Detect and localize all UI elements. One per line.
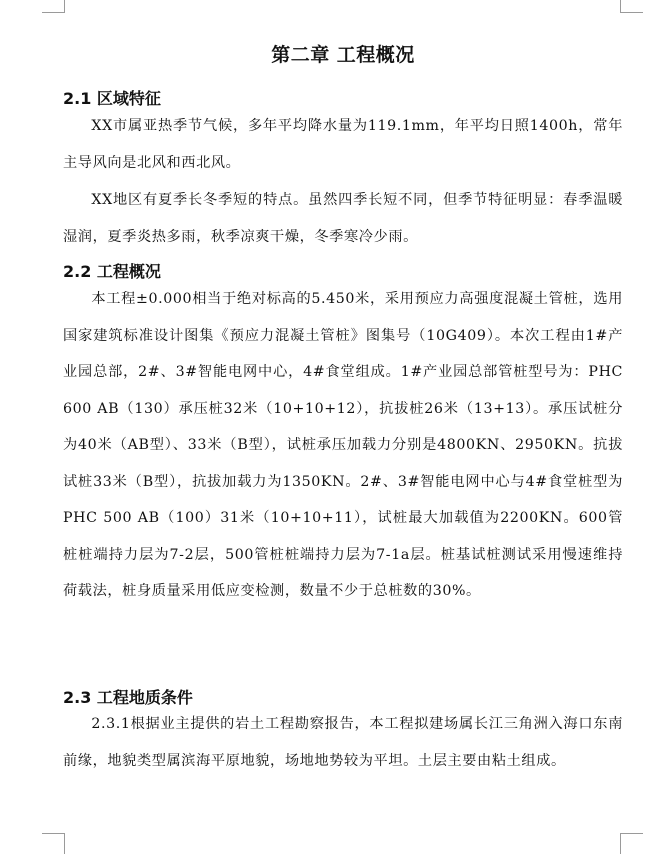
paragraph-project-overview: 本工程±0.000相当于绝对标高的5.450米，采用预应力高强度混凝土管桩，选用国家建筑标准设计图集《预应力混凝土管桩》图集号（10G409）。本次工程由1#产业园总部，2#、3#智能电网中心，4#食堂组成。1#产业园总部管桩型号为：PHC 600 AB（130）承压桩32米（10+10+12），抗拔桩26米（13+13）。承压试桩分为40米（AB型）、33米（B型），试桩承压加载力分别是4800KN、2950KN。抗拔试桩33米（B型），抗拔加载力为1350KN。2#、3#智能电网中心与4#食堂桩型为PHC 500 AB（100）31米（10+10+11），试桩最大加载值为2200KN。600管桩桩端持力层为7-2层，500管桩桩端持力层为7-1a层。桩基试桩测试采用慢速维持荷载法，桩身质量采用低应变检测，数量不少于总桩数的30%。 (63, 291, 623, 599)
page-corner-mark-top-right (620, 0, 643, 13)
section-heading-2-2: 2.2 工程概况 (63, 262, 161, 281)
section-heading-2-1: 2.1 区域特征 (63, 89, 161, 108)
page-corner-mark-bottom-left (42, 833, 65, 854)
section-heading-2-3: 2.3 工程地质条件 (63, 688, 193, 707)
paragraph-geology: 2.3.1根据业主提供的岩土工程勘察报告，本工程拟建场属长江三角洲入海口东南前缘，地貌类型属滨海平原地貌，场地地势较为平坦。土层主要由粘土组成。 (63, 716, 623, 769)
paragraph-seasons: XX地区有夏季长冬季短的特点。虽然四季长短不同，但季节特征明显：春季温暖湿润，夏季炎热多雨，秋季凉爽干燥，冬季寒冷少雨。 (63, 192, 623, 245)
page-corner-mark-bottom-right (620, 833, 643, 854)
chapter-title: 第二章 工程概况 (271, 44, 415, 66)
page-corner-mark-top-left (42, 0, 65, 13)
paragraph-climate: XX市属亚热季节气候，多年平均降水量为119.1mm，年平均日照1400h，常年主导风向是北风和西北风。 (63, 118, 623, 171)
